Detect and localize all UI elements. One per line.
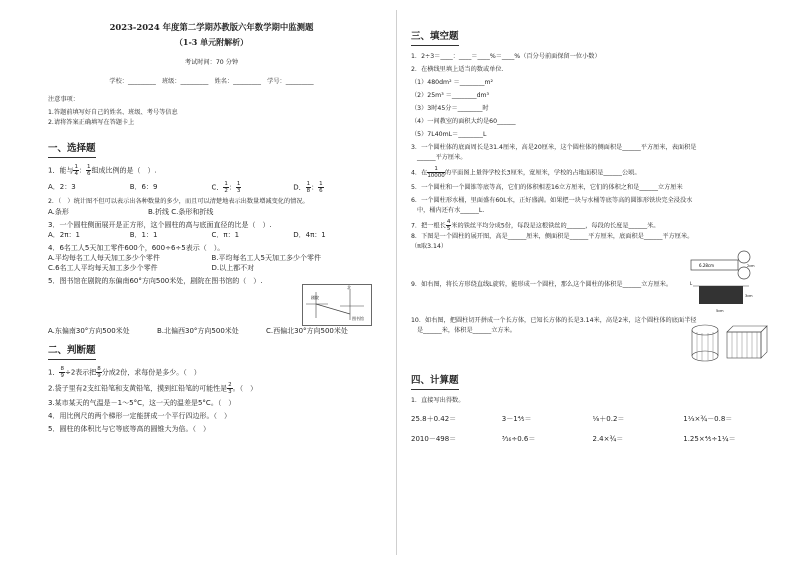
calc-q1: 1．直接写出得数。: [411, 397, 465, 404]
cylinder-net-diagram: [689, 250, 755, 280]
option: A.平均每名工人每天加工多少个零件: [48, 254, 160, 262]
choice-q5-figure-area: [48, 286, 375, 326]
choice-q5-options: [48, 326, 375, 336]
option: A.东偏南30°方向500米处: [48, 327, 130, 335]
option: C.6名工人平均每天加工多少个零件: [48, 264, 158, 272]
choice-q2-options: [48, 207, 248, 217]
calc-item: 1.25×⁴⁄₅÷1¼＝: [683, 435, 736, 443]
option: D.以上都不对: [211, 264, 255, 272]
svg-text:3cm: 3cm: [745, 294, 753, 298]
fraction: $\frac{1}{4}$: [74, 164, 78, 177]
choice-q3-options: [48, 230, 375, 240]
option: C．π：1: [211, 231, 240, 239]
svg-text:2cm: 2cm: [747, 264, 755, 268]
calc-row: [411, 432, 774, 446]
choice-q1: 1．能与 $\frac{1}{4}$ ： $\frac{1}{6}$ 组成比例的是（ ）.: [48, 164, 157, 177]
judge-q1: 1． $\frac{8}{9}$ ÷2表示把 $\frac{8}{9}$ 分成2份，求每份是多少。（ ）: [48, 366, 201, 379]
fill-q10-cont: 是______米，体积是______立方米。: [417, 327, 516, 334]
judge-q4: 4．用比例尺的两个梯形一定能拼成一个平行四边形。（ ）: [48, 412, 231, 420]
choice-q4-options: [48, 263, 375, 273]
judge-q3: 3.某市某天的气温是－1～5°C，这一天的温差是5°C。（ ）: [48, 399, 236, 407]
fill-q4: 4．在 $\frac{1}{10000}$ 的平面图上量得学校长3厘米，宽厘米，学校的占地面积是______公顷。: [411, 166, 641, 179]
fill-q2-item: （2）25m³ ＝________dm³: [411, 92, 490, 99]
svg-text:6.28cm: 6.28cm: [699, 263, 715, 268]
fill-q5: 5．一个圆柱和一个圆锥等底等高，它们的体积相差16立方厘米，它们的体积之和是______立方厘米: [411, 184, 683, 191]
section-heading-judge: 二、判断题: [48, 342, 375, 360]
note-item: 1.答题前填写好自己的姓名、班级、考号等信息: [48, 109, 178, 116]
calc-item: 2010－498＝: [411, 435, 457, 443]
judge-q5: 5．圆柱的体积比与它等底等高的圆锥大为倍。（ ）: [48, 425, 210, 433]
calc-item: 1⅓×¾－0.8＝: [683, 415, 733, 423]
fill-q1: 1．2÷3＝____：____＝____%＝____%（百分号前面保留一位小数）: [411, 53, 601, 60]
student-info-line: 学校：_________ 班级：_________ 姓名：_________ 学号：_________: [109, 78, 314, 85]
fill-q2-item: （1）480dm² ＝________m²: [411, 79, 493, 86]
exam-time: 考试时间：70 分钟: [184, 59, 239, 66]
fill-q10-figure-area: [411, 336, 774, 362]
svg-text:5cm: 5cm: [716, 309, 724, 313]
right-column: [397, 0, 794, 562]
choice-q2: 2．（ ）统计图不但可以表示出各种数量的多少，而且可以清楚地表示出数量增减变化的情况。: [48, 198, 309, 205]
fraction: $\frac{1}{6}$: [86, 164, 91, 177]
fill-q8-figure-area: [411, 252, 774, 280]
fill-q3-cont: ______平方厘米。: [417, 154, 467, 161]
option: C.西偏北30°方向500米处: [266, 327, 348, 335]
option: C． $\frac{1}{2}$ ： $\frac{1}{3}$: [211, 180, 241, 194]
option: B．6：9: [129, 183, 158, 191]
option: D．4π：1: [293, 231, 326, 239]
calc-item: ⅛＋0.2＝: [592, 415, 625, 423]
fill-q10: 10．如右图，把圆柱切开拼成一个长方体，已知长方体的长是3.14米，高是2米，这个圆柱体的底面半径: [411, 317, 697, 324]
section-heading-fill: 三、填空题: [411, 28, 774, 46]
fill-q2-item: （5）7L40mL＝________L: [411, 131, 487, 138]
fill-q3: 3．一个圆柱体的底面周长是31.4厘米，高是20厘米，这个圆柱体的侧面积是______平方厘米，表面积是: [411, 144, 697, 151]
fill-q6: 6．一个圆柱形水桶，里面盛有60L水，正好盛满。如果把一块与水桶等底等高的圆锥形铁块完全浸没水: [411, 197, 693, 204]
option: B．1：1: [129, 231, 158, 239]
section-heading-calc: 四、计算题: [411, 372, 774, 390]
fill-q2: 2．在横线里填上适当的数或单位．: [411, 66, 508, 73]
fill-q8: 8．下图是一个圆柱的展开图，高是______厘米，侧面积是______平方厘米，底面积是______平方厘米。: [411, 233, 694, 240]
fill-q9: 9．如右图，将长方形绕直线L旋转，能形成一个圆柱，那么这个圆柱的体积是______立方厘米。: [411, 281, 673, 288]
fill-q2-item: （4）一间教室的面积大约是60______: [411, 118, 516, 125]
fill-q6-cont: 中，桶内还有水______L．: [417, 207, 489, 214]
option: A.条形: [48, 208, 69, 216]
rotation-rectangle-diagram: [689, 280, 751, 318]
svg-text:北: 北: [347, 285, 351, 290]
option: D． $\frac{1}{8}$ ： $\frac{1}{6}$: [293, 180, 323, 194]
fill-q2-item: （3）3时45分＝________时: [411, 105, 489, 112]
option: A．2π：1: [48, 231, 80, 239]
fill-q8-note: （π取3.14）: [411, 243, 448, 250]
choice-q4-options: [48, 253, 375, 263]
note-item: 2.请将答案正确填写在答题卡上: [48, 119, 135, 126]
cylinder-to-cuboid-diagram: [689, 322, 769, 364]
choice-q4: 4．6名工人5天加工零件600个，600÷6÷5表示（ ）。: [48, 244, 225, 252]
direction-diagram: [302, 284, 372, 326]
option: B.北偏西30°方向500米处: [157, 327, 239, 335]
choice-q3: 3．一个圆柱侧面展开是正方形，这个圆柱的高与底面直径的比是（ ）.: [48, 221, 272, 229]
svg-text:图书馆: 图书馆: [352, 316, 364, 321]
choice-q1-options: [48, 180, 375, 194]
option: A．2：3: [48, 183, 76, 191]
judge-q2: 2.袋子里有2支红铅笔和支黄铅笔，摸到红铅笔的可能性是 $\frac{2}{3}$ 。（ ）: [48, 382, 258, 395]
page-subtitle: （1-3 单元附解析）: [174, 37, 249, 47]
calc-item: 2.4×¾＝: [592, 435, 624, 443]
svg-text:L: L: [690, 281, 693, 286]
option: B.平均每名工人5天加工多少个零件: [211, 254, 321, 262]
option: B.折线 C.条形和折线: [148, 208, 214, 216]
notes-heading: 注意事项：: [48, 96, 79, 103]
calc-row: [411, 412, 774, 426]
section-heading-choice: 一、选择题: [48, 140, 375, 158]
choice-q5: 5．图书馆在剧院的东偏南60°方向500米处，剧院在图书馆的（ ）.: [48, 277, 263, 285]
calc-item: ³⁄₁₆÷0.6＝: [501, 435, 536, 443]
calc-item: 3－1⁴⁄₅＝: [501, 415, 532, 423]
calc-item: 25.8＋0.42＝: [411, 415, 457, 423]
page-title: 2023-2024 年度第二学期苏教版六年数学期中监测题: [109, 22, 314, 32]
svg-text:剧院: 剧院: [311, 295, 319, 300]
fill-q7: 7．把一根长 $\frac{4}{5}$ 米的铁丝平均分成5份，每段是这根铁丝的______，每段的长度是______米。: [411, 219, 660, 232]
